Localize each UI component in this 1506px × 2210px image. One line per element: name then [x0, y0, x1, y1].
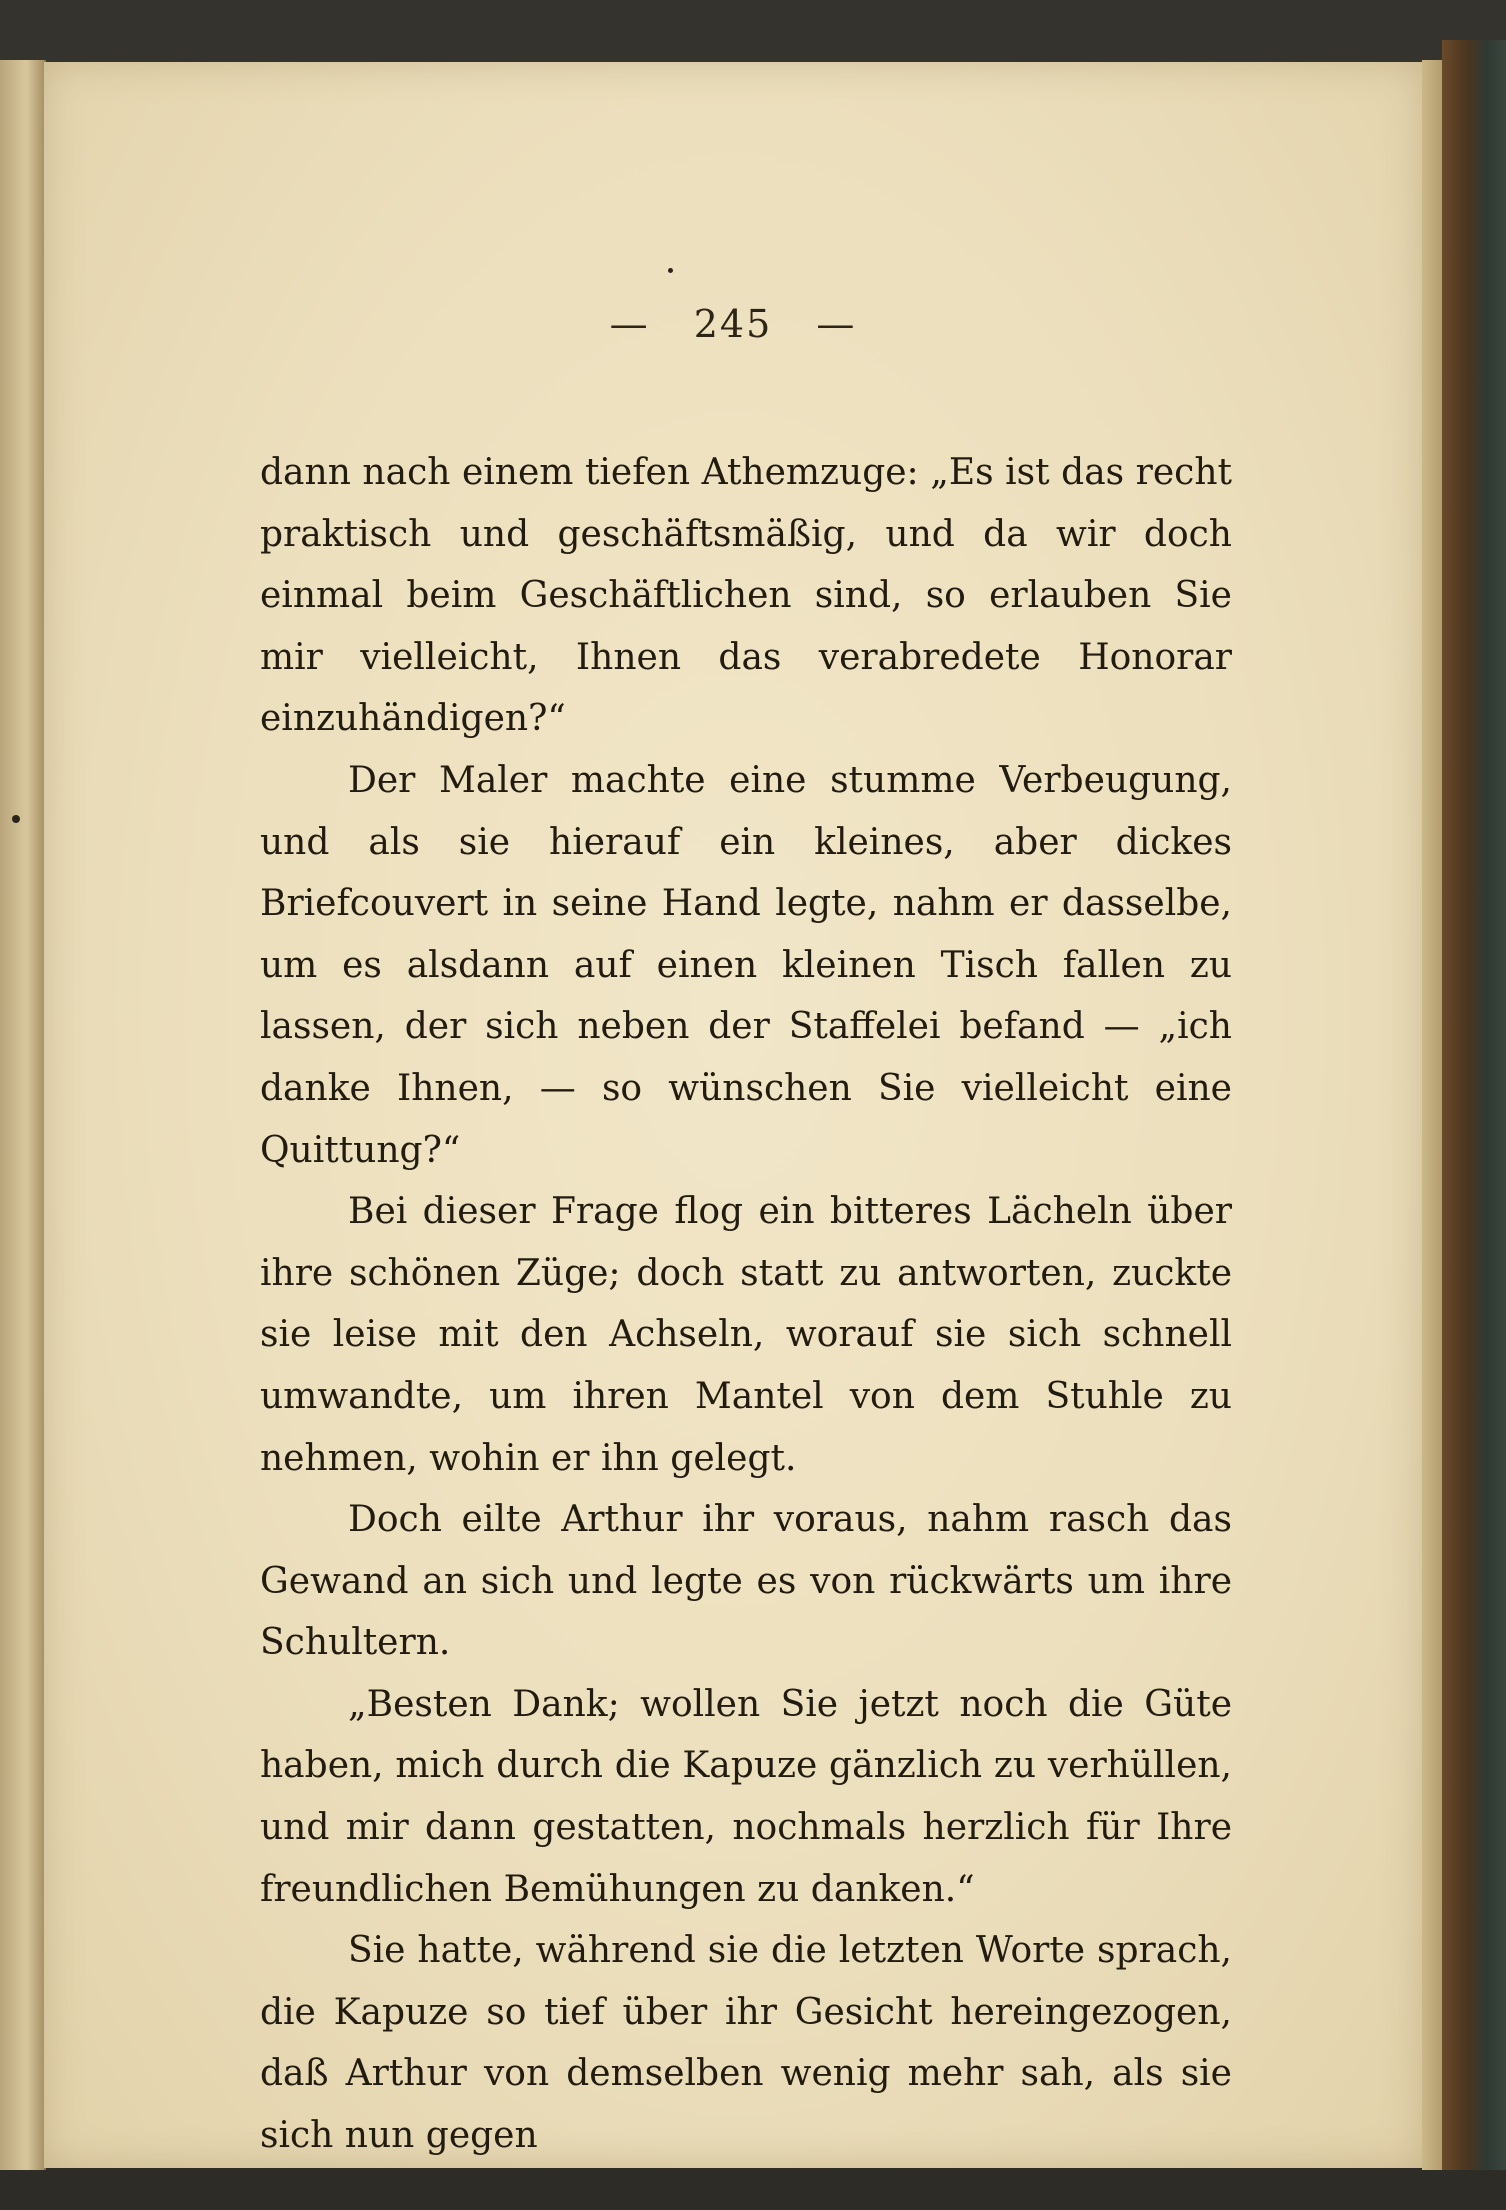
paragraph-4: Doch eilte Arthur ihr voraus, nahm rasch das Gewand an sich und legte es von rückwärts um ihre Schultern. — [260, 1499, 1232, 1664]
ink-speck — [668, 268, 673, 273]
body-text — [260, 442, 1232, 2167]
header-dash-right: — — [816, 302, 857, 346]
page-edge-strip — [1422, 60, 1442, 2170]
book-page — [44, 62, 1422, 2168]
paragraph-3: Bei dieser Frage flog ein bitteres Lächeln über ihre schönen Züge; doch statt zu antworten, zuckte sie leise mit den Achseln, worauf sie sich schnell umwandte, um ihren Mantel von dem Stuhle zu nehmen, wohin er ihn gelegt. — [260, 1191, 1232, 1479]
paragraph-2: Der Maler machte eine stumme Verbeugung, und als sie hierauf ein kleines, aber dickes Briefcouvert in seine Hand legte, nahm er dasselbe, um es alsdann auf einen kleinen Tisch fallen zu lassen, der sich neben der Staffelei befand — „ich danke Ihnen, — so wünschen Sie vielleicht eine Quittung?“ — [260, 759, 1232, 1171]
previous-page-edge — [0, 60, 46, 2170]
paragraph-5: „Besten Dank; wollen Sie jetzt noch die Güte haben, mich durch die Kapuze gänzlich zu verhüllen, und mir dann gestatten, nochmals herzlich für Ihre freundlichen Bemühungen zu danken.“ — [260, 1683, 1232, 1910]
header-dash-left: — — [609, 302, 650, 346]
page-header — [44, 302, 1422, 346]
page-number: 245 — [693, 302, 773, 346]
paragraph-1: dann nach einem tiefen Athemzuge: „Es ist das recht praktisch und geschäftsmäßig, und da wir doch einmal beim Geschäftlichen sind, so erlauben Sie mir vielleicht, Ihnen das verabredete Honorar einzuhändigen?“ — [260, 452, 1232, 740]
paragraph-6: Sie hatte, während sie die letzten Worte sprach, die Kapuze so tief über ihr Gesicht hereingezogen, daß Arthur von demselben wenig mehr sah, als sie sich nun gegen — [260, 1930, 1232, 2157]
margin-ink-dot — [12, 815, 20, 823]
book-binding — [1442, 40, 1506, 2170]
